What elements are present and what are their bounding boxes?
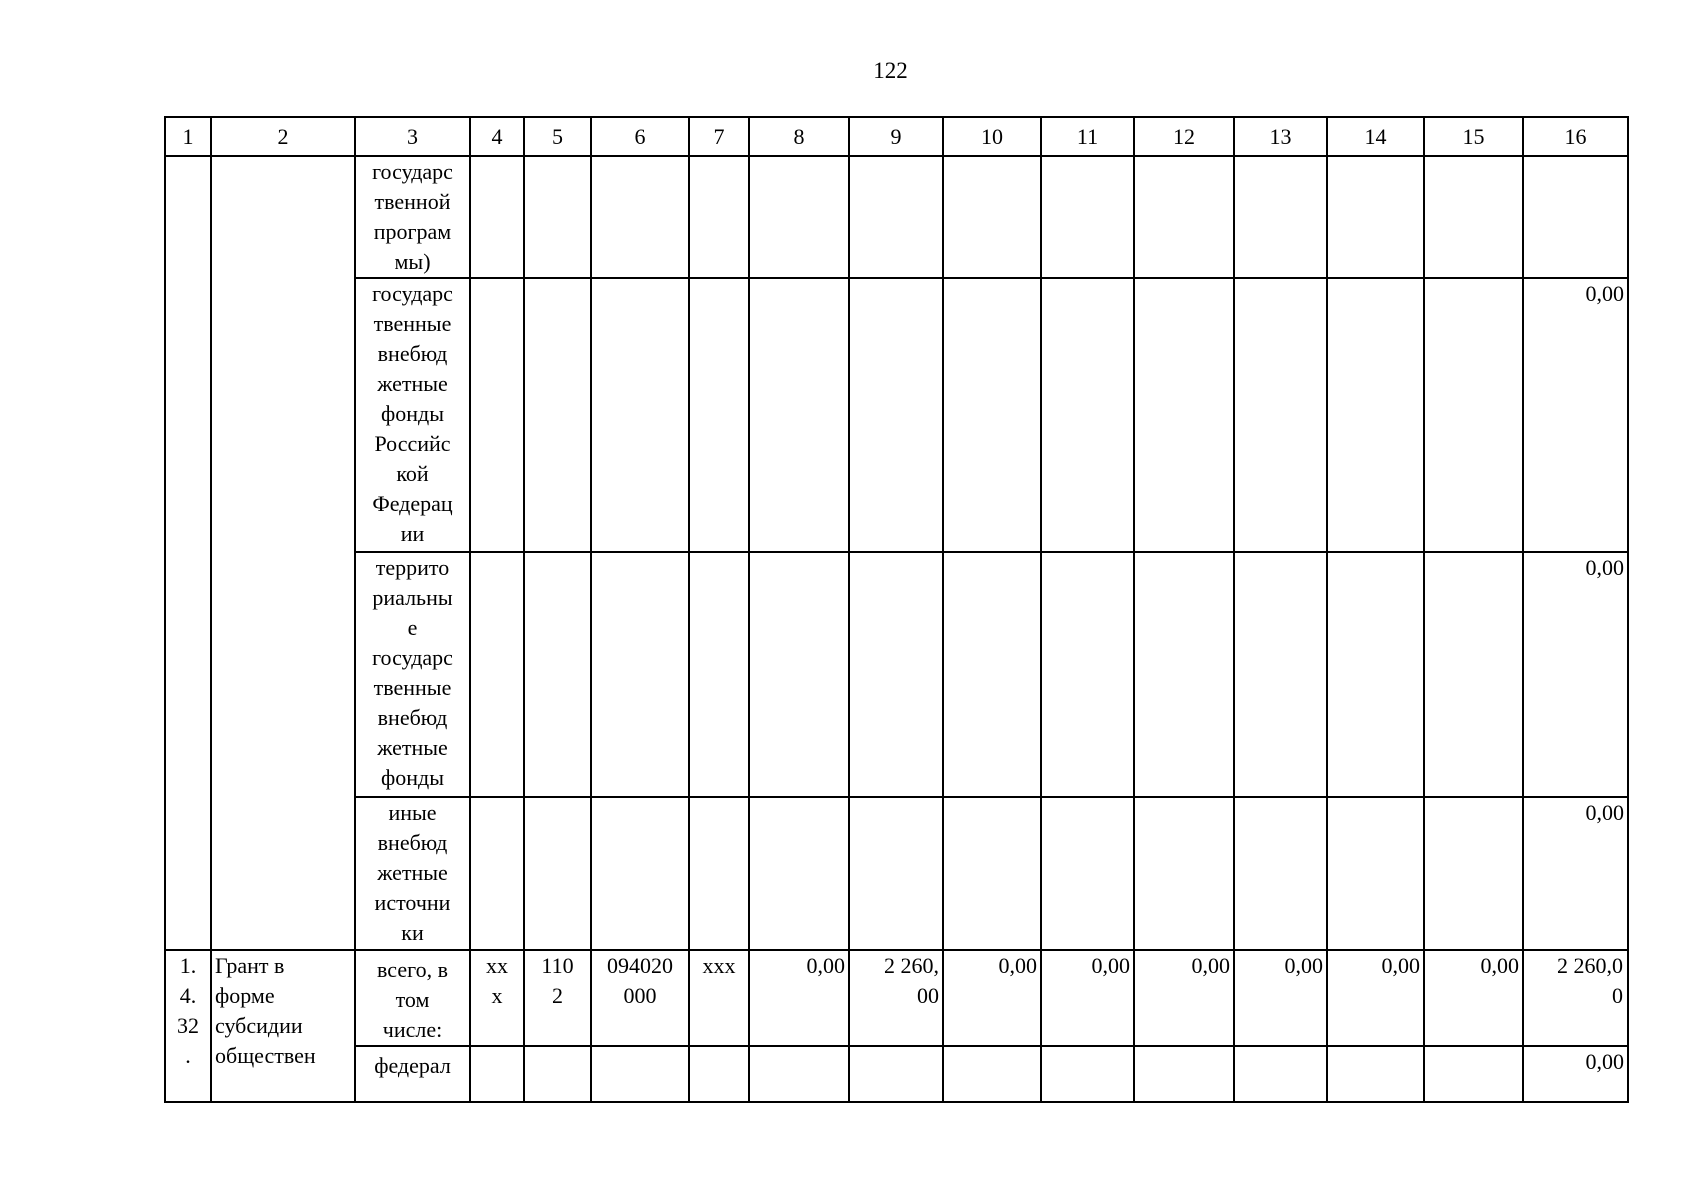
budget-table — [164, 116, 1629, 1103]
cell — [1424, 552, 1523, 797]
value-cell: 0,00 — [943, 950, 1041, 1046]
header-cell: 14 — [1327, 117, 1424, 156]
value-cell — [1523, 156, 1628, 278]
cell — [943, 156, 1041, 278]
cell — [591, 278, 689, 552]
cell — [470, 278, 524, 552]
value-cell: 0,00 — [749, 950, 849, 1046]
cell — [1234, 156, 1327, 278]
header-cell: 2 — [211, 117, 355, 156]
value-cell: 0,00 — [1041, 950, 1134, 1046]
code-cell: хх х — [470, 950, 524, 1046]
index-cell — [165, 156, 211, 950]
cell — [749, 1046, 849, 1102]
cell — [524, 797, 591, 950]
page-number: 122 — [873, 58, 908, 83]
cell — [749, 156, 849, 278]
cell — [1424, 278, 1523, 552]
cell — [943, 278, 1041, 552]
header-cell: 9 — [849, 117, 943, 156]
header-cell: 4 — [470, 117, 524, 156]
code-cell: 110 2 — [524, 950, 591, 1046]
table-row — [165, 797, 1628, 950]
cell — [689, 156, 749, 278]
header-cell: 3 — [355, 117, 470, 156]
cell — [1327, 156, 1424, 278]
cell — [749, 797, 849, 950]
header-cell: 6 — [591, 117, 689, 156]
cell — [749, 552, 849, 797]
cell — [849, 278, 943, 552]
cell — [1234, 278, 1327, 552]
cell — [1234, 797, 1327, 950]
cell — [1041, 278, 1134, 552]
cell — [689, 278, 749, 552]
code-cell: ххх — [689, 950, 749, 1046]
cell — [849, 797, 943, 950]
cell — [849, 1046, 943, 1102]
cell — [591, 1046, 689, 1102]
cell — [1134, 278, 1234, 552]
source-cell: всего, в том числе: — [355, 950, 470, 1046]
cell — [1041, 156, 1134, 278]
cell — [689, 1046, 749, 1102]
header-cell: 12 — [1134, 117, 1234, 156]
header-cell: 15 — [1424, 117, 1523, 156]
table-row — [165, 156, 1628, 278]
cell — [943, 797, 1041, 950]
cell — [943, 1046, 1041, 1102]
value-cell: 0,00 — [1134, 950, 1234, 1046]
cell — [1327, 797, 1424, 950]
cell — [1134, 1046, 1234, 1102]
cell — [1327, 278, 1424, 552]
value-cell: 0,00 — [1234, 950, 1327, 1046]
value-cell: 0,00 — [1523, 797, 1628, 950]
value-cell: 0,00 — [1523, 1046, 1628, 1102]
cell — [1041, 1046, 1134, 1102]
cell — [1424, 1046, 1523, 1102]
cell — [470, 797, 524, 950]
cell — [1134, 156, 1234, 278]
header-cell: 7 — [689, 117, 749, 156]
source-cell: государс твенные внебюд жетные фонды Российс кой Федерац ии — [355, 278, 470, 552]
item-index: 1. 4. 32 . — [165, 950, 211, 1102]
cell — [470, 552, 524, 797]
header-cell: 11 — [1041, 117, 1134, 156]
header-cell: 5 — [524, 117, 591, 156]
cell — [849, 156, 943, 278]
table-row — [165, 1046, 1628, 1102]
table-row — [165, 278, 1628, 552]
value-cell: 2 260,0 0 — [1523, 950, 1628, 1046]
header-row — [165, 117, 1628, 156]
cell — [1327, 1046, 1424, 1102]
cell — [689, 552, 749, 797]
header-cell: 8 — [749, 117, 849, 156]
value-cell: 0,00 — [1424, 950, 1523, 1046]
cell — [524, 1046, 591, 1102]
cell — [1134, 797, 1234, 950]
source-cell: террито риальны е государс твенные внебюд жетные фонды — [355, 552, 470, 797]
header-cell: 16 — [1523, 117, 1628, 156]
cell — [749, 278, 849, 552]
value-cell: 0,00 — [1327, 950, 1424, 1046]
cell — [943, 552, 1041, 797]
cell — [1041, 552, 1134, 797]
code-cell: 094020 000 — [591, 950, 689, 1046]
header-cell: 1 — [165, 117, 211, 156]
value-cell: 0,00 — [1523, 278, 1628, 552]
cell — [1327, 552, 1424, 797]
source-cell: иные внебюд жетные источни ки — [355, 797, 470, 950]
source-cell: федерал — [355, 1046, 470, 1102]
cell — [591, 552, 689, 797]
header-cell: 10 — [943, 117, 1041, 156]
item-name: Грант в форме субсидии обществен — [211, 950, 355, 1102]
cell — [470, 156, 524, 278]
name-cell — [211, 156, 355, 950]
table-row — [165, 950, 1628, 1046]
cell — [1424, 156, 1523, 278]
cell — [470, 1046, 524, 1102]
header-cell: 13 — [1234, 117, 1327, 156]
value-cell: 0,00 — [1523, 552, 1628, 797]
cell — [1234, 552, 1327, 797]
cell — [591, 797, 689, 950]
source-cell: государс твенной програм мы) — [355, 156, 470, 278]
cell — [524, 552, 591, 797]
cell — [1424, 797, 1523, 950]
cell — [1041, 797, 1134, 950]
table-row — [165, 552, 1628, 797]
cell — [591, 156, 689, 278]
cell — [524, 156, 591, 278]
cell — [1234, 1046, 1327, 1102]
cell — [689, 797, 749, 950]
cell — [849, 552, 943, 797]
value-cell: 2 260, 00 — [849, 950, 943, 1046]
cell — [524, 278, 591, 552]
cell — [1134, 552, 1234, 797]
